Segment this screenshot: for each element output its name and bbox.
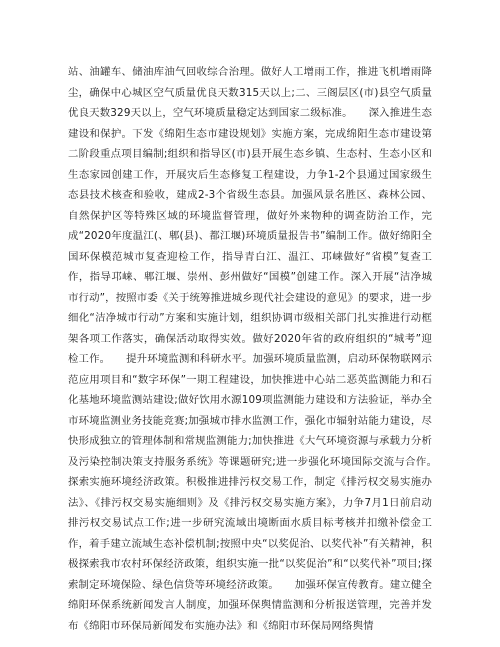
- body-paragraph: 站、油罐车、储油库油气回收综合治理。做好人工增雨工作，推进飞机增雨降尘，确保中心城区空气质量优良天数315天以上;二、三阁层区(市)县空气质量优良天数329天以上，空气环境质量稳定达到国家二级标准。 深入推进生态建设和保护。下发《绵阳生态市建设规划》实施方案，完成绵阳生态市建设第二阶段重点项目编制;组织和指导区(市)县开展生态乡镇、生态村、生态小区和生态家园创建工作，开展灾后生态修复工程建设，力争1-2个县通过国家级生态县技术核查和验收，建成2-3个省级生态县。加强风景名胜区、森林公园、自然保护区等特殊区域的环境监督管理，做好外来物种的调查防治工作，完成“2020年度温江(、郫(县)、都江堰)环境质量报告书”编制工作。做好绵阳全国环保模范城市复查迎检工作，指导青白江、温江、邛崃做好“省模”复查工作，指导邛崃、郫江堰、崇州、彭州做好“国模”创建工作。深入开展“洁净城市行动”，按照市委《关于统筹推进城乡现代社会建设的意见》的要求，进一步细化“洁净城市行动”方案和实施计划，组织协调市级相关部门扎实推进行动框架各项工作落实，确保活动取得实效。做好2020年省的政府组织的“城考”迎检工作。 提升环境监测和科研水平。加强环境质量监测，启动环保物联网示范应用项目和“数字环保”一期工程建设，加快推进中心站二恶英监测能力和石化基地环境监测站建设;做好饮用水源109项监测能力建设和方法验证，举办全市环境监测业务技能竞赛;加强城市排水监测工作，强化市辐射站能力建设，尽快形成独立的管理体制和常规监测能力;加快推进《大气环境资源与承载力分析及污染控制决策支持服务系统》等课题研究;进一步强化环境国际交流与合作。 探索实施环境经济政策。积极推进排污权交易工作，制定《排污权交易实施办法》、《排污权交易实施细则》及《排污权交易实施方案》，力争7月1日前启动排污权交易试点工作;进一步研究流域出境断面水质目标考核并扣缴补偿金工作，着手建立流域生态补偿机制;按照中央“以奖促治、以奖代补”有关精神，积极探索我市农村环保经济政策，组织实施一批“以奖促治”和“以奖代补”项目;探索制定环境保险、绿色信贷等环境经济政策。 加强环保宣传教育。建立健全绵阳环保系统新闻发言人制度，加强环保舆情监测和分析报送管理，完善并发布《绵阳市环保局新闻发布实施办法》和《绵阳市环保局网络舆情: [68, 66, 454, 632]
